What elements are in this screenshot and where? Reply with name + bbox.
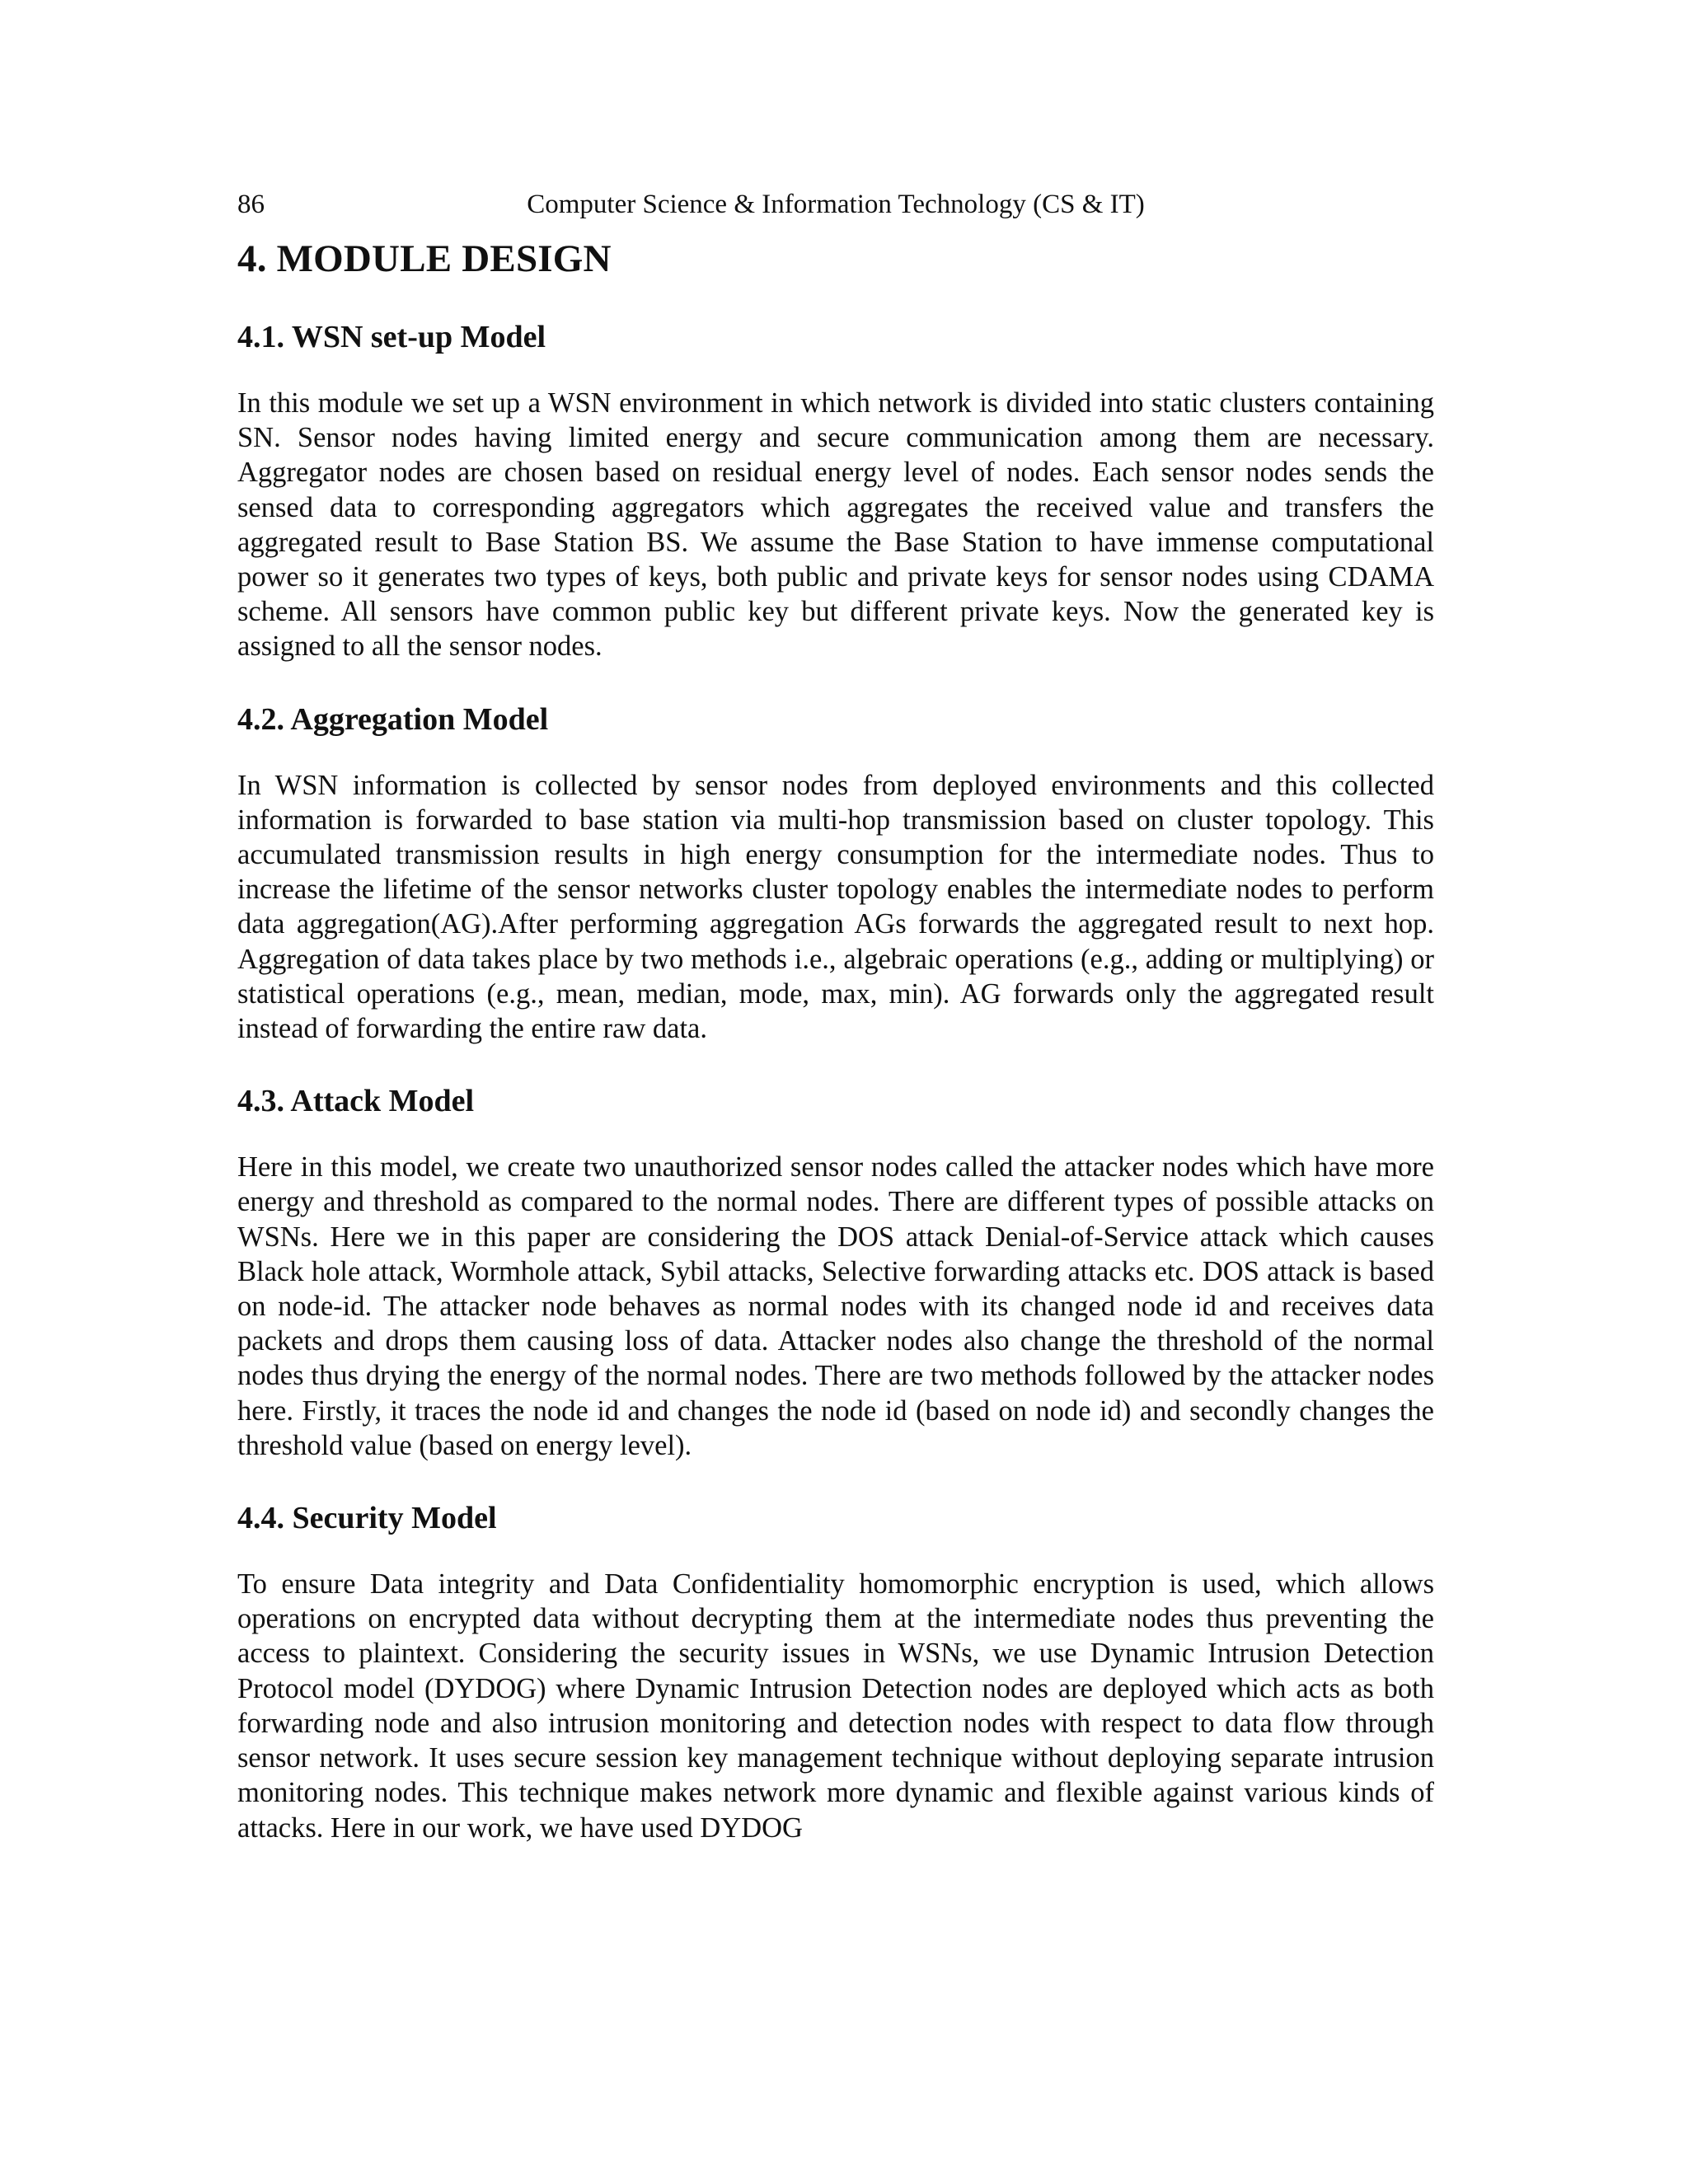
subsection-title-wsn-setup: 4.1. WSN set-up Model [237, 320, 546, 354]
paragraph-security: To ensure Data integrity and Data Confidentiality homomorphic encryption is used, which allows operations on encrypted data without decrypting them at the intermediate nodes thus preventing the access to plaintext. Considering the security issues in WSNs, we use Dynamic Intrusion Detection Protocol model (DYDOG) where Dynamic Intrusion Detection nodes are deployed which acts as both forwarding node and also intrusion monitoring and detection nodes with respect to data flow through sensor network. It uses secure session key management technique without deploying separate intrusion monitoring nodes. This technique makes network more dynamic and flexible against various kinds of attacks. Here in our work, we have used DYDOG [237, 1568, 1434, 1844]
paragraph-aggregation: In WSN information is collected by sensor nodes from deployed environments and this collected information is forwarded to base station via multi-hop transmission based on cluster topology. This accumulated transmission results in high energy consumption for the intermediate nodes. Thus to increase the lifetime of the sensor networks cluster topology enables the intermediate nodes to perform data aggregation(AG).After performing aggregation AGs forwards the aggregated result to next hop. Aggregation of data takes place by two methods i.e., algebraic operations (e.g., adding or multiplying) or statistical operations (e.g., mean, median, mode, max, min). AG forwards only the aggregated result instead of forwarding the entire raw data. [237, 769, 1434, 1045]
section-title: 4. MODULE DESIGN [237, 237, 612, 280]
subsection-title-security: 4.4. Security Model [237, 1501, 497, 1536]
page-number: 86 [237, 190, 265, 219]
main-content [237, 236, 1434, 1845]
paragraph-attack: Here in this model, we create two unauthorized sensor nodes called the attacker nodes which have more energy and threshold as compared to the normal nodes. There are different types of possible attacks on WSNs. Here we in this paper are considering the DOS attack Denial-of-Service attack which causes Black hole attack, Wormhole attack, Sybil attacks, Selective forwarding attacks etc. DOS attack is based on node-id. The attacker node behaves as normal nodes with its changed node id and receives data packets and drops them causing loss of data. Attacker nodes also change the threshold of the normal nodes thus drying the energy of the normal nodes. There are two methods followed by the attacker nodes here. Firstly, it traces the node id and changes the node id (based on node id) and secondly changes the threshold value (based on energy level). [237, 1151, 1434, 1461]
subsection-title-aggregation: 4.2. Aggregation Model [237, 701, 549, 737]
journal-title: Computer Science & Information Technology (CS & IT) [527, 190, 1145, 219]
paragraph-wsn-setup: In this module we set up a WSN environment in which network is divided into static clusters containing SN. Sensor nodes having limited energy and secure communication among them are necessary. Aggregator nodes are chosen based on residual energy level of nodes. Each sensor nodes sends the sensed data to corresponding aggregators which aggregates the received value and transfers the aggregated result to Base Station BS. We assume the Base Station to have immense computational power so it generates two types of keys, both public and private keys for sensor nodes using CDAMA scheme. All sensors have common public key but different private keys. Now the generated key is assigned to all the sensor nodes. [237, 387, 1434, 663]
running-header [237, 186, 1434, 223]
subsection-title-attack: 4.3. Attack Model [237, 1084, 475, 1119]
